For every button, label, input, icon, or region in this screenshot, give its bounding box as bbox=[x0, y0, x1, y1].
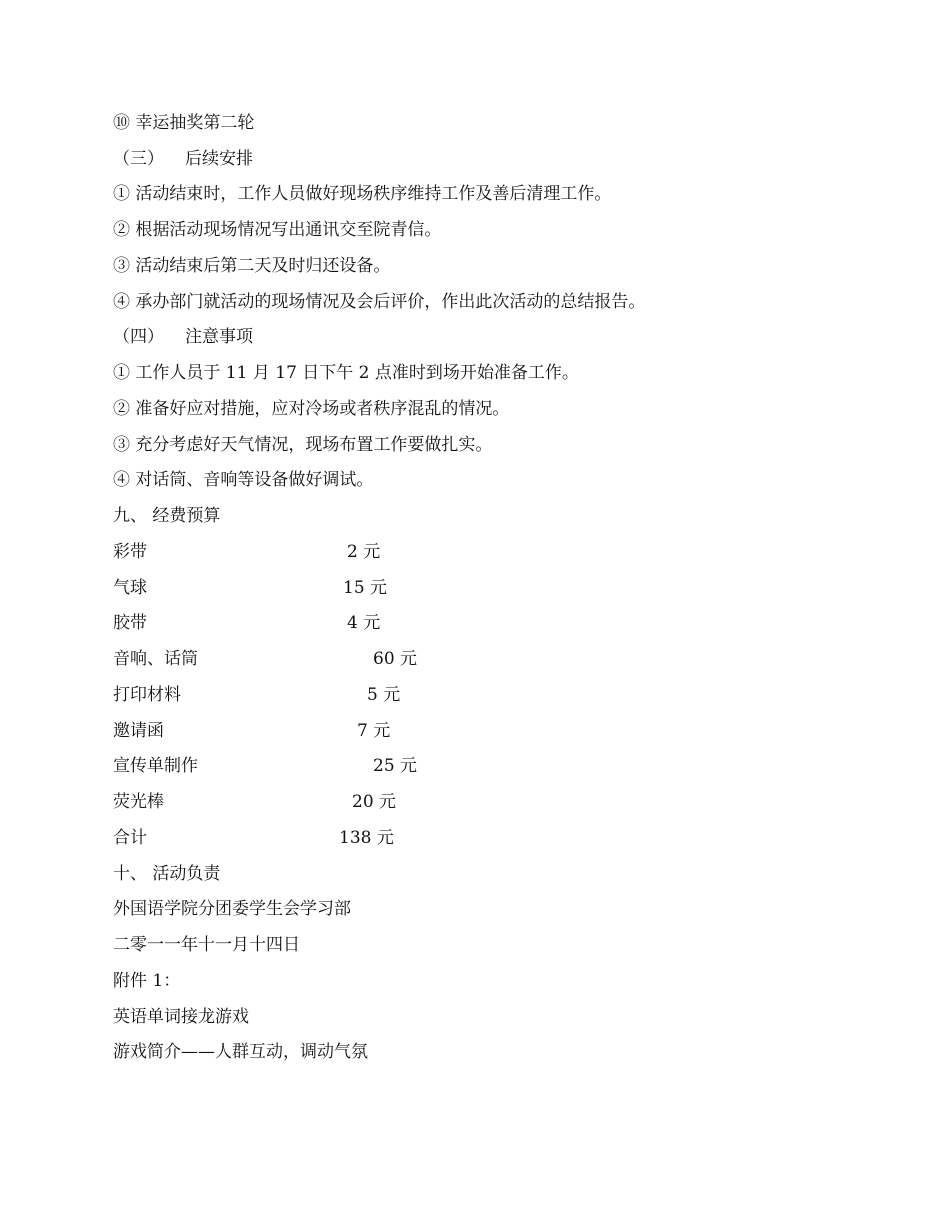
budget-item-label: 宣传单制作 bbox=[113, 756, 198, 776]
appendix-title: 英语单词接龙游戏 bbox=[113, 1007, 249, 1027]
section-heading-notes bbox=[113, 324, 253, 350]
budget-item-label: 胶带 bbox=[113, 613, 147, 633]
section-heading-followup bbox=[113, 146, 253, 172]
budget-item-amount: 20 元 bbox=[352, 792, 397, 812]
section-title: 后续安排 bbox=[185, 149, 253, 169]
list-item: ④ 承办部门就活动的现场情况及会后评价，作出此次活动的总结报告。 bbox=[113, 292, 646, 312]
organization-name: 外国语学院分团委学生会学习部 bbox=[113, 899, 351, 919]
responsible-heading: 十、 活动负责 bbox=[113, 864, 221, 884]
list-item: ④ 对话筒、音响等设备做好调试。 bbox=[113, 470, 374, 490]
list-item: ② 根据活动现场情况写出通讯交至院青信。 bbox=[113, 220, 442, 240]
budget-item-amount: 2 元 bbox=[347, 542, 381, 562]
budget-item-label: 气球 bbox=[113, 578, 147, 598]
section-number: （三） bbox=[113, 149, 164, 169]
list-item-lucky-draw: ⑩ 幸运抽奖第二轮 bbox=[113, 113, 255, 133]
budget-heading: 九、 经费预算 bbox=[113, 506, 221, 526]
budget-item-amount: 4 元 bbox=[347, 613, 381, 633]
section-title: 注意事项 bbox=[185, 327, 253, 347]
budget-item-amount: 7 元 bbox=[357, 721, 391, 741]
budget-item-label: 荧光棒 bbox=[113, 792, 164, 812]
section-number: （四） bbox=[113, 327, 164, 347]
appendix-intro: 游戏简介——人群互动，调动气氛 bbox=[113, 1042, 368, 1062]
budget-item-label: 音响、话筒 bbox=[113, 649, 198, 669]
list-item: ① 工作人员于 11 月 17 日下午 2 点准时到场开始准备工作。 bbox=[113, 363, 579, 383]
budget-item-amount: 15 元 bbox=[343, 578, 388, 598]
budget-item-label: 彩带 bbox=[113, 542, 147, 562]
list-item: ② 准备好应对措施，应对冷场或者秩序混乱的情况。 bbox=[113, 399, 510, 419]
budget-item-amount: 5 元 bbox=[367, 685, 401, 705]
list-item: ① 活动结束时，工作人员做好现场秩序维持工作及善后清理工作。 bbox=[113, 184, 612, 204]
budget-item-amount: 25 元 bbox=[373, 756, 418, 776]
appendix-label: 附件 1： bbox=[113, 971, 181, 991]
list-item: ③ 充分考虑好天气情况，现场布置工作要做扎实。 bbox=[113, 435, 493, 455]
budget-total-label: 合计 bbox=[113, 828, 147, 848]
budget-item-amount: 60 元 bbox=[373, 649, 418, 669]
budget-item-label: 打印材料 bbox=[113, 685, 181, 705]
list-item: ③ 活动结束后第二天及时归还设备。 bbox=[113, 256, 391, 276]
document-date: 二零一一年十一月十四日 bbox=[113, 935, 300, 955]
budget-item-label: 邀请函 bbox=[113, 721, 164, 741]
budget-total-amount: 138 元 bbox=[339, 828, 394, 848]
